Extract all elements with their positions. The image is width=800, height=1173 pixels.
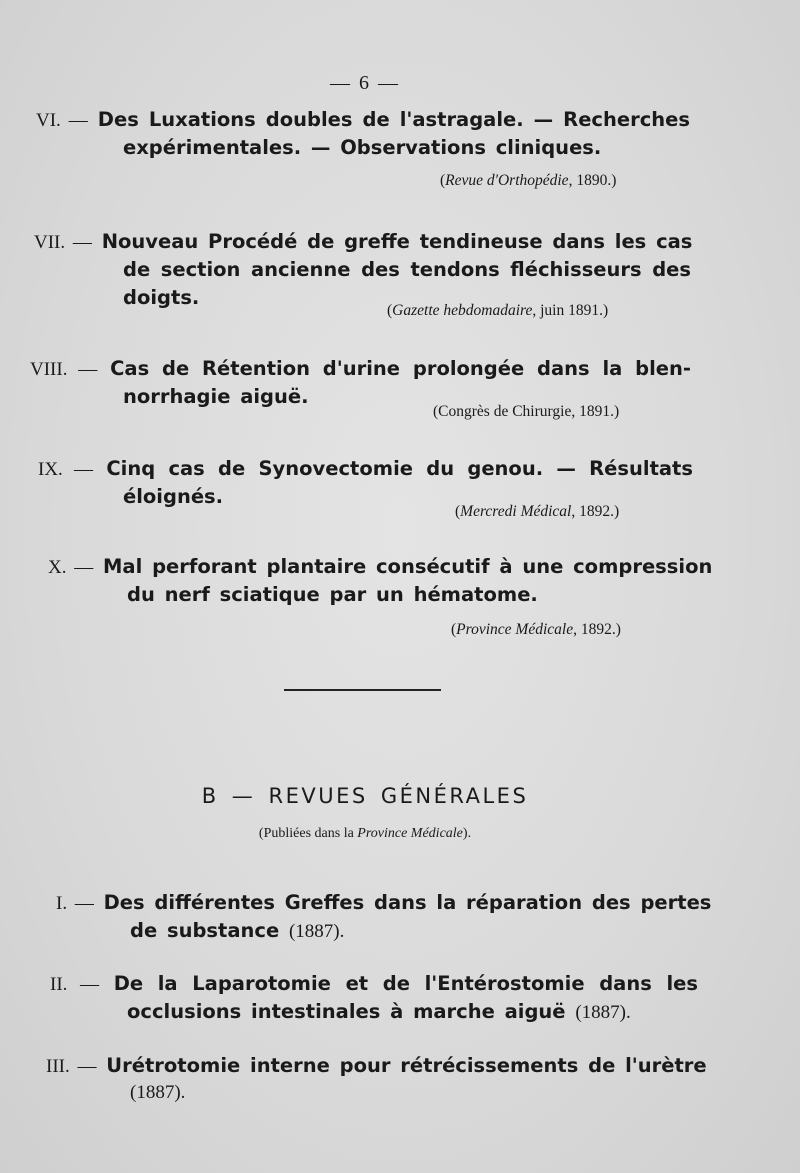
review-i-line2: de substance (1887). <box>130 919 345 942</box>
entry-vii-source: (Gazette hebdomadaire, juin 1891.) <box>387 302 609 319</box>
review-i-title: Des différentes Greffes dans la réparation des pertes <box>103 891 712 914</box>
section-note: (Publiées dans la Province Médicale). <box>258 826 472 841</box>
entry-vi-line2: expérimentales. — Observations cliniques. <box>123 136 602 159</box>
section-divider <box>284 689 441 691</box>
entry-x-line1 <box>48 554 713 581</box>
review-iii-line1 <box>46 1053 707 1080</box>
entry-viii-source: (Congrès de Chirurgie, 1891.) <box>433 403 620 420</box>
entry-vi-numeral: VI. — <box>36 110 88 131</box>
entry-vii-line1 <box>34 229 691 256</box>
entry-vi-title: Des Luxations doubles de l'astragale. — Recherches <box>97 108 690 131</box>
review-iii-title: Urétrotomie interne pour rétrécissements de l'urètre <box>106 1054 707 1077</box>
entry-viii-line1 <box>30 356 691 383</box>
review-iii-year: (1887). <box>130 1082 186 1103</box>
review-ii-year: (1887). <box>575 1002 631 1023</box>
entry-ix-title: Cinq cas de Synovectomie du genou. — Résultats <box>106 457 693 480</box>
review-i-line1 <box>56 890 712 917</box>
review-ii-line2: occlusions intestinales à marche aiguë (1887). <box>127 1000 631 1023</box>
review-iii-numeral: III. — <box>46 1056 97 1077</box>
entry-viii-numeral: VIII. — <box>30 359 98 380</box>
review-i-numeral: I. — <box>56 893 94 914</box>
entry-x-line2: du nerf sciatique par un hématome. <box>127 583 538 606</box>
review-ii-line1 <box>50 971 698 998</box>
review-i-year: (1887). <box>288 921 345 942</box>
entry-vii-title: Nouveau Procédé de greffe tendineuse dans les cas <box>101 230 693 253</box>
entry-vii-line3: doigts. <box>123 286 200 309</box>
review-ii-numeral: II. — <box>50 974 100 995</box>
page-number: — 6 — <box>330 72 400 94</box>
entry-vii-numeral: VII. — <box>34 232 92 253</box>
entry-ix-numeral: IX. — <box>38 459 94 480</box>
entry-x-numeral: X. — <box>48 557 94 578</box>
review-ii-title: De la Laparotomie et de l'Entérostomie dans les <box>113 972 699 995</box>
entry-ix-source: (Mercredi Médical, 1892.) <box>455 503 620 520</box>
section-heading: B — REVUES GÉNÉRALES <box>201 784 529 808</box>
entry-vii-line2: de section ancienne des tendons fléchisseurs des <box>123 258 691 281</box>
entry-x-source: (Province Médicale, 1892.) <box>451 621 621 638</box>
entry-viii-line2: norrhagie aiguë. <box>123 385 309 408</box>
entry-ix-line1 <box>38 456 693 483</box>
entry-ix-line2: éloignés. <box>123 485 224 508</box>
entry-x-title: Mal perforant plantaire consécutif à une compression <box>103 555 713 578</box>
entry-viii-title: Cas de Rétention d'urine prolongée dans la blen- <box>110 357 692 380</box>
entry-vi-line1 <box>36 107 690 134</box>
entry-vi-source: (Revue d'Orthopédie, 1890.) <box>440 172 617 189</box>
